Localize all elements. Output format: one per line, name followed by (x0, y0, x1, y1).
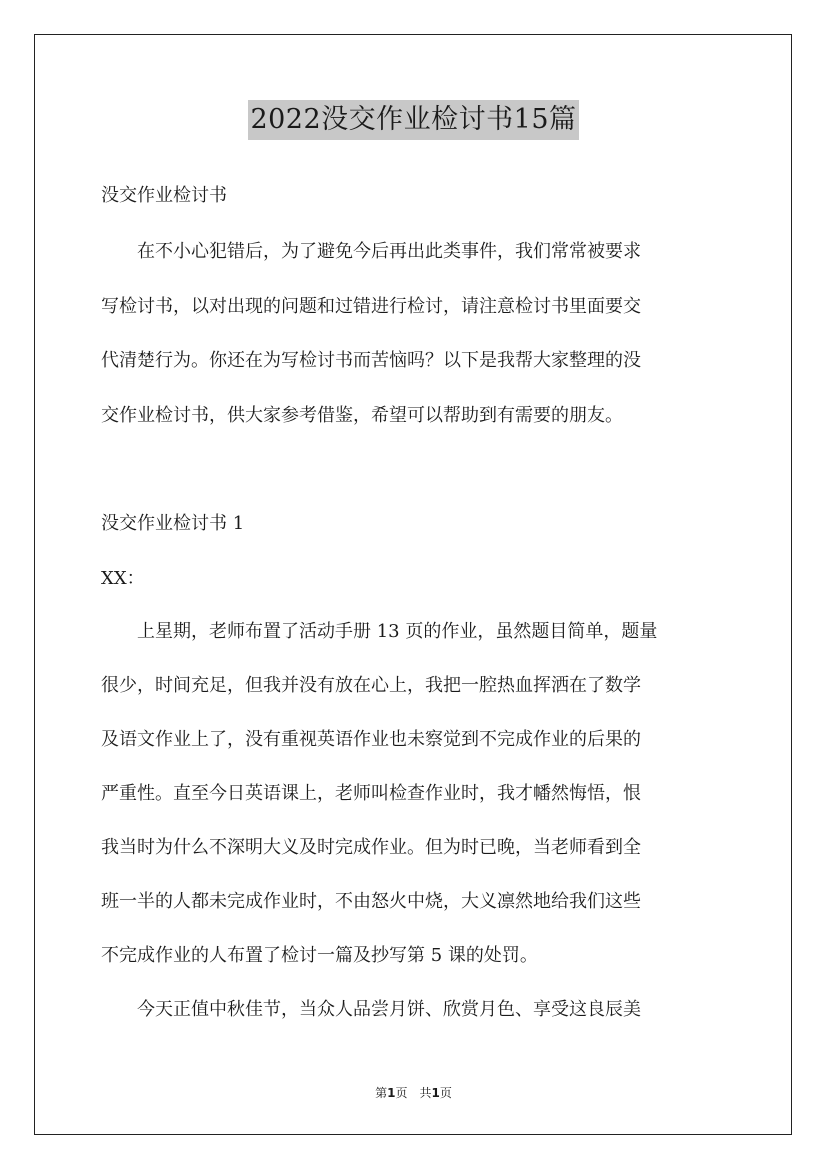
body-line-7: 不完成作业的人布置了检讨一篇及抄写第 5 课的处罚。 (101, 945, 538, 966)
intro-line-3: 代清楚行为。你还在为写检讨书而苦恼吗？以下是我帮大家整理的没 (101, 350, 641, 371)
body-line-5: 我当时为什么不深明大义及时完成作业。但为时已晚，当老师看到全 (101, 837, 641, 858)
salutation: XX： (101, 568, 145, 589)
section-heading-intro: 没交作业检讨书 (101, 185, 227, 206)
footer-page-suffix: 页 (439, 1086, 452, 1100)
body-line-6: 班一半的人都未完成作业时，不由怒火中烧，大义凛然地给我们这些 (101, 891, 641, 912)
document-title: 2022没交作业检讨书15篇 (248, 100, 578, 140)
intro-line-1: 在不小心犯错后，为了避免今后再出此类事件，我们常常被要求 (101, 241, 641, 262)
page-footer (0, 1084, 827, 1101)
body-line-8: 今天正值中秋佳节，当众人品尝月饼、欣赏月色、享受这良辰美 (101, 999, 641, 1020)
footer-page-mid: 页 共 (395, 1086, 432, 1100)
footer-page-prefix: 第 (375, 1086, 388, 1100)
intro-line-2: 写检讨书，以对出现的问题和过错进行检讨，请注意检讨书里面要交 (101, 296, 641, 317)
body-line-2: 很少，时间充足，但我并没有放在心上，我把一腔热血挥洒在了数学 (101, 675, 641, 696)
footer-page-total: 1 (431, 1086, 440, 1100)
body-line-4: 严重性。直至今日英语课上，老师叫检查作业时，我才幡然悔悟，恨 (101, 783, 641, 804)
title-container (0, 100, 827, 140)
footer-page-number: 1 (387, 1086, 396, 1100)
body-line-3: 及语文作业上了，没有重视英语作业也未察觉到不完成作业的后果的 (101, 729, 641, 750)
body-line-1: 上星期，老师布置了活动手册 13 页的作业，虽然题目简单，题量 (101, 621, 658, 642)
intro-line-4: 交作业检讨书，供大家参考借鉴，希望可以帮助到有需要的朋友。 (101, 405, 623, 426)
section-heading-1: 没交作业检讨书 1 (101, 513, 245, 534)
